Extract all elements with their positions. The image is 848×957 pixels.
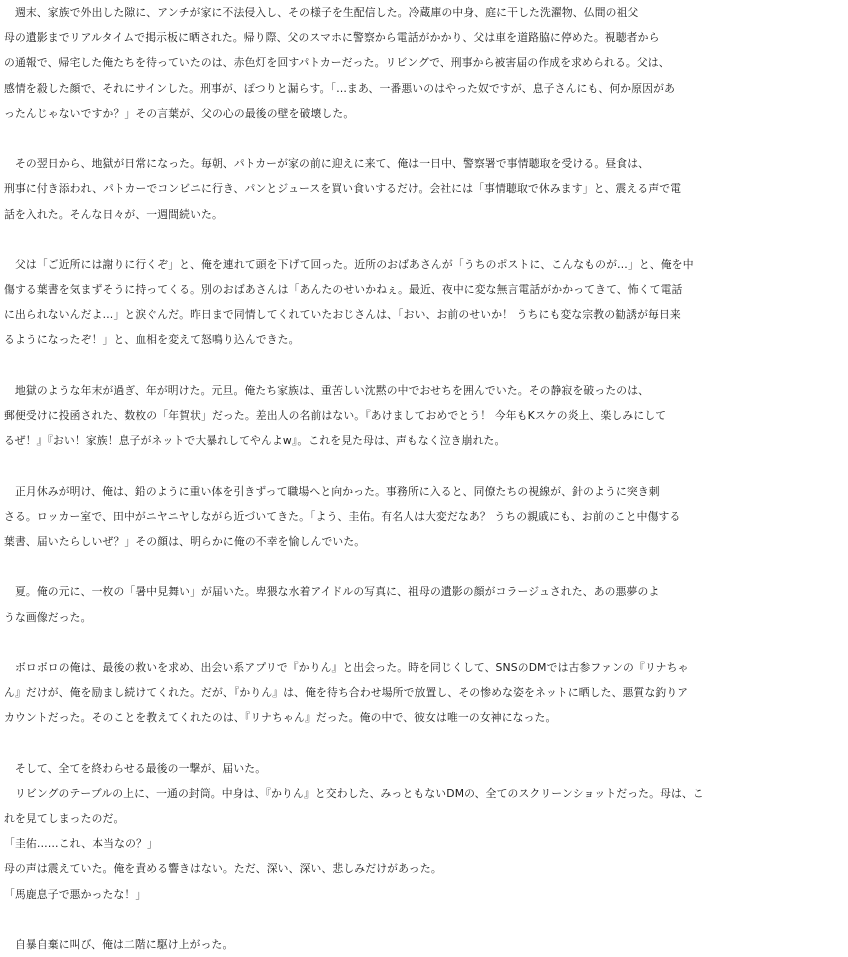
paragraph-line: れを見てしまったのだ。 bbox=[4, 812, 125, 825]
paragraph-line: の通報で、帰宅した俺たちを待っていたのは、赤色灯を回すパトカーだった。リビングで、刑事から被害届の作成を求められる。父は、 bbox=[4, 56, 670, 70]
paragraph-line: 話を入れた。そんな日々が、一週間続いた。 bbox=[4, 207, 223, 221]
story-paragraph bbox=[4, 932, 844, 957]
paragraph-line: 刑事に付き添われ、パトカーでコンビニに行き、パンとジュースを買い食いするだけ。会社には「事情聴取で休みます」と、震える声で電 bbox=[4, 182, 682, 196]
story-paragraph bbox=[4, 252, 844, 353]
story-paragraph bbox=[4, 756, 844, 907]
story-paragraph bbox=[4, 479, 844, 555]
story-document bbox=[4, 0, 844, 957]
story-paragraph bbox=[4, 151, 844, 227]
paragraph-line: 夏。俺の元に、一枚の「暑中見舞い」が届いた。卑猥な水着アイドルの写真に、祖母の遺影の顔がコラージュされた、あの悪夢のよ bbox=[4, 585, 660, 599]
paragraph-spacer bbox=[4, 353, 844, 378]
paragraph-spacer bbox=[4, 453, 844, 478]
paragraph-line: さる。ロッカー室で、田中がニヤニヤしながら近づいてきた。「よう、圭佑。有名人は大変だなあ？ うちの親戚にも、お前のこと中傷する bbox=[4, 509, 681, 523]
paragraph-line: 「馬鹿息子で悪かったな！」 bbox=[4, 887, 147, 901]
paragraph-line: るぜ！』『おい！家族！息子がネットで大暴れしてやんよw』。これを見た母は、声もなく泣き崩れた。 bbox=[4, 434, 506, 448]
paragraph-line: ったんじゃないですか？」その言葉が、父の心の最後の壁を破壊した。 bbox=[4, 106, 355, 120]
paragraph-line: 自暴自棄に叫び、俺は二階に駆け上がった。 bbox=[4, 937, 234, 951]
paragraph-line: 父は「ご近所には謝りに行くぞ」と、俺を連れて頭を下げて回った。近所のおばあさんが「うちのポストに、こんなものが…」と、俺を中 bbox=[4, 257, 694, 271]
paragraph-spacer bbox=[4, 554, 844, 579]
paragraph-line: 郵便受けに投函された、数枚の「年賀状」だった。差出人の名前はない。『あけましておめでとう！ 今年もKスケの炎上、楽しみにして bbox=[4, 409, 667, 422]
paragraph-spacer bbox=[4, 907, 844, 932]
story-paragraph bbox=[4, 378, 844, 454]
paragraph-line: 「圭佑……これ、本当なの？」 bbox=[4, 837, 158, 851]
paragraph-line: 母の声は震えていた。俺を責める響きはない。ただ、深い、深い、悲しみだけがあった。 bbox=[4, 862, 442, 876]
story-paragraph bbox=[4, 655, 844, 731]
paragraph-line: ボロボロの俺は、最後の救いを求め、出会い系アプリで『かりん』と出会った。時を同じくして、SNSのDMでは古参ファンの『リナちゃ bbox=[4, 660, 689, 674]
story-paragraph bbox=[4, 0, 844, 126]
paragraph-line: るようになったぞ！」と、血相を変えて怒鳴り込んできた。 bbox=[4, 333, 300, 347]
paragraph-line: に出られないんだよ…」と涙ぐんだ。昨日まで同情してくれていたおじさんは、「おい、お前のせいか！ うちにも変な宗教の勧誘が毎日来 bbox=[4, 308, 681, 322]
paragraph-line: 葉書、届いたらしいぜ？」その顔は、明らかに俺の不幸を愉しんでいた。 bbox=[4, 534, 366, 548]
paragraph-line: その翌日から、地獄が日常になった。毎朝、パトカーが家の前に迎えに来て、俺は一日中、警察署で事情聴取を受ける。昼食は、 bbox=[4, 157, 650, 171]
paragraph-line: リビングのテーブルの上に、一通の封筒。中身は、『かりん』と交わした、みっともないDMの、全てのスクリーンショットだった。母は、こ bbox=[4, 786, 704, 800]
paragraph-line: 母の遺影までリアルタイムで掲示板に晒された。帰り際、父のスマホに警察から電話がかかり、父は車を道路脇に停めた。視聴者から bbox=[4, 31, 660, 45]
paragraph-line: うな画像だった。 bbox=[4, 610, 92, 624]
story-paragraph bbox=[4, 579, 844, 629]
paragraph-line: カウントだった。そのことを教えてくれたのは、『リナちゃん』だった。俺の中で、彼女は唯一の女神になった。 bbox=[4, 711, 557, 725]
paragraph-spacer bbox=[4, 126, 844, 151]
paragraph-line: 感情を殺した顔で、それにサインした。刑事が、ぽつりと漏らす。「…まあ、一番悪いのはやった奴ですが、息子さんにも、何か原因があ bbox=[4, 81, 676, 95]
paragraph-spacer bbox=[4, 630, 844, 655]
paragraph-line: 傷する葉書を気まずそうに持ってくる。別のおばあさんは「あんたのせいかねぇ。最近、夜中に変な無言電話がかかってきて、怖くて電話 bbox=[4, 283, 683, 297]
paragraph-line: 地獄のような年末が過ぎ、年が明けた。元旦。俺たち家族は、重苦しい沈黙の中でおせちを囲んでいた。その静寂を破ったのは、 bbox=[4, 383, 650, 397]
paragraph-line: 正月休みが明け、俺は、鉛のように重い体を引きずって職場へと向かった。事務所に入ると、同僚たちの視線が、針のように突き刺 bbox=[4, 484, 660, 498]
paragraph-line: ん』だけが、俺を励まし続けてくれた。だが、『かりん』は、俺を待ち合わせ場所で放置し、その惨めな姿をネットに晒した、悪質な釣りア bbox=[4, 686, 689, 700]
paragraph-line: そして、全てを終わらせる最後の一撃が、届いた。 bbox=[4, 761, 267, 775]
paragraph-spacer bbox=[4, 227, 844, 252]
paragraph-line: 週末、家族で外出した隙に、アンチが家に不法侵入し、その様子を生配信した。冷蔵庫の中身、庭に干した洗濯物、仏間の祖父 bbox=[4, 6, 639, 19]
paragraph-spacer bbox=[4, 730, 844, 755]
